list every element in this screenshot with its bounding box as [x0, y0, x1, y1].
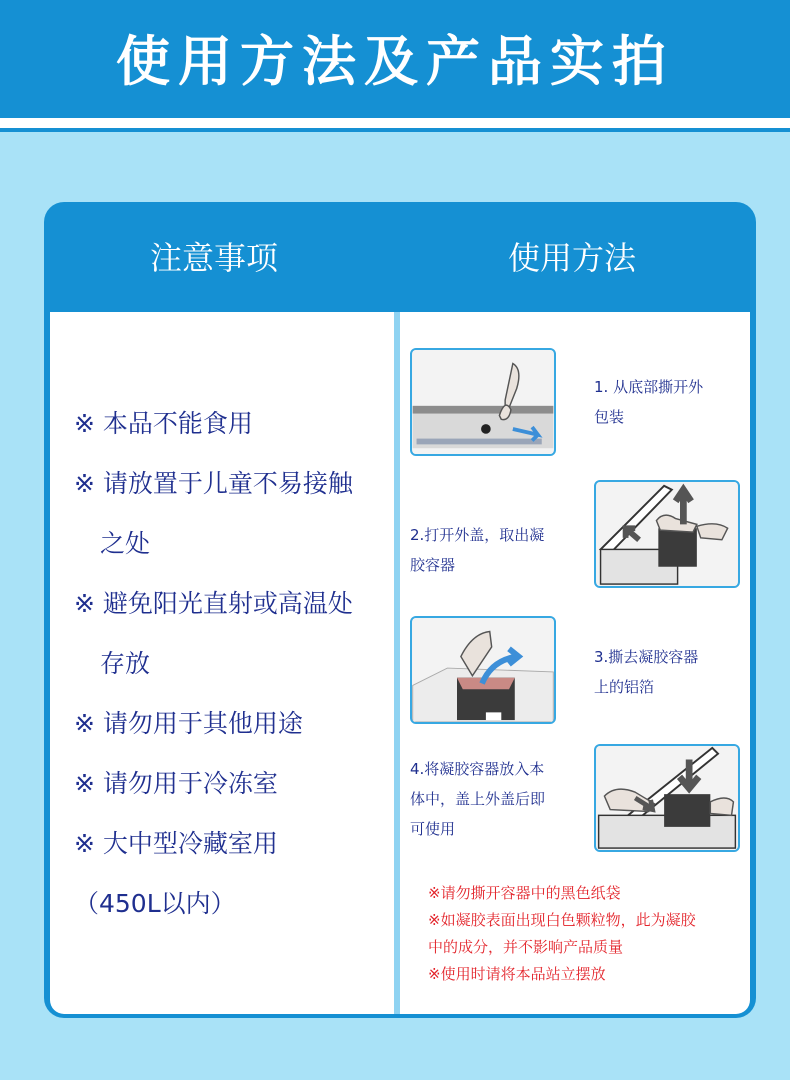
- note-item: ※ 大中型冷藏室用: [74, 829, 278, 858]
- page-title: 使用方法及产品实拍: [116, 29, 674, 93]
- notes-list: [74, 394, 394, 934]
- note-item: ※ 本品不能食用: [74, 409, 253, 438]
- note-item-continued: 存放: [100, 649, 151, 678]
- notes-heading: 注意事项: [149, 239, 278, 277]
- banner-stripe: [0, 118, 790, 128]
- step-1-photo: [410, 348, 556, 456]
- top-banner: [0, 0, 790, 118]
- note-item: ※ 请勿用于其他用途: [74, 709, 303, 738]
- warning-line: ※使用时请将本品站立摆放: [428, 965, 606, 983]
- warning-line: ※请勿撕开容器中的黑色纸袋: [428, 884, 621, 902]
- step-2-photo: [594, 480, 740, 588]
- note-item-continued: （450L以内）: [74, 889, 236, 918]
- step-3-text: 3.撕去凝胶容器 上的铝箔: [594, 648, 699, 696]
- note-item: ※ 请放置于儿童不易接触: [74, 469, 353, 498]
- step-2-illustration: [596, 482, 738, 586]
- step-4-illustration: [596, 746, 738, 850]
- note-item-continued: 之处: [100, 529, 151, 558]
- step-2-text: 2.打开外盖，取出凝 胶容器: [410, 526, 545, 574]
- notes-panel: [50, 312, 394, 1014]
- step-1-text: 1. 从底部撕开外 包装: [594, 378, 704, 426]
- usage-heading: 使用方法: [507, 239, 636, 277]
- note-item: ※ 避免阳光直射或高温处: [74, 589, 353, 618]
- step-1-illustration: [412, 350, 554, 454]
- warning-line: ※如凝胶表面出现白色颗粒物，此为凝胶: [428, 911, 696, 929]
- step-3-illustration: [412, 618, 554, 722]
- step-4-text: 4.将凝胶容器放入本 体中，盖上外盖后即 可使用: [410, 760, 546, 838]
- step-4-photo: [594, 744, 740, 852]
- banner-stripe-inner: [0, 128, 790, 132]
- warning-line-continued: 中的成分，并不影响产品质量: [428, 938, 624, 956]
- note-item: ※ 请勿用于冷冻室: [74, 769, 278, 798]
- card-header: [44, 202, 756, 312]
- step-3-photo: [410, 616, 556, 724]
- warning-notes: [386, 880, 726, 988]
